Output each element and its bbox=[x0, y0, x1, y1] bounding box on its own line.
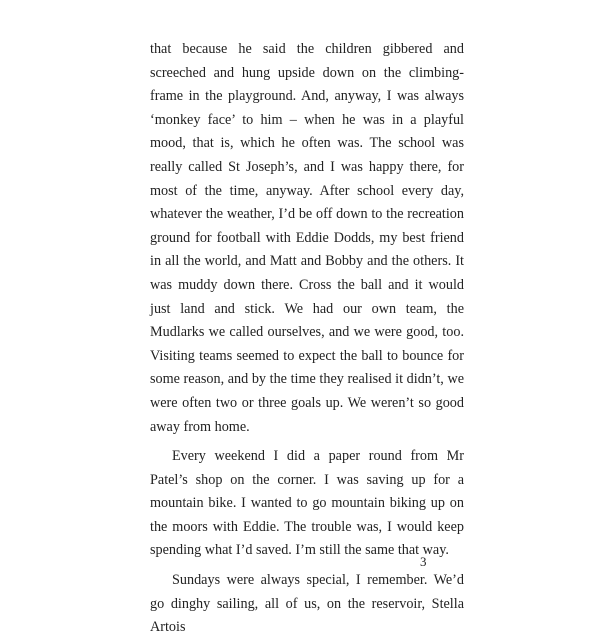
paragraph-2: Every weekend I did a paper round from Mr Patel’s shop on the corner. I was saving up for a mountain bike. I wanted to go mountain biking up on the moors with Eddie. The trouble was, I would keep spending what I’d saved. I’m still the same that way. bbox=[150, 448, 464, 559]
paragraph-3: Sundays were always special, I remember. We’d go dinghy sailing, all of us, on the reservoir, Stella Artois bbox=[150, 572, 464, 636]
page-number: 3 bbox=[420, 554, 427, 569]
paragraph-1: that because he said the children gibbered and screeched and hung upside down on the climbing-frame in the playground. And, anyway, I was always ‘monkey face’ to him – when he was in a playful mood, that is, which he often was. The school was really called St Joseph’s, and I was happy there, for most of the time, anyway. After school every day, whatever the weather, I’d be off down to the recreation ground for football with Eddie Dodds, my best friend in all the world, and Matt and Bobby and the others. It was muddy down there. Cross the ball and it would just land and stick. We had our own team, the Mudlarks we called ourselves, and we were good, too. Visiting teams seemed to expect the ball to bounce for some reason, and by the time they realised it didn’t, we were often two or three goals up. We weren’t so good away from home. bbox=[150, 41, 464, 435]
body-text bbox=[150, 38, 464, 640]
